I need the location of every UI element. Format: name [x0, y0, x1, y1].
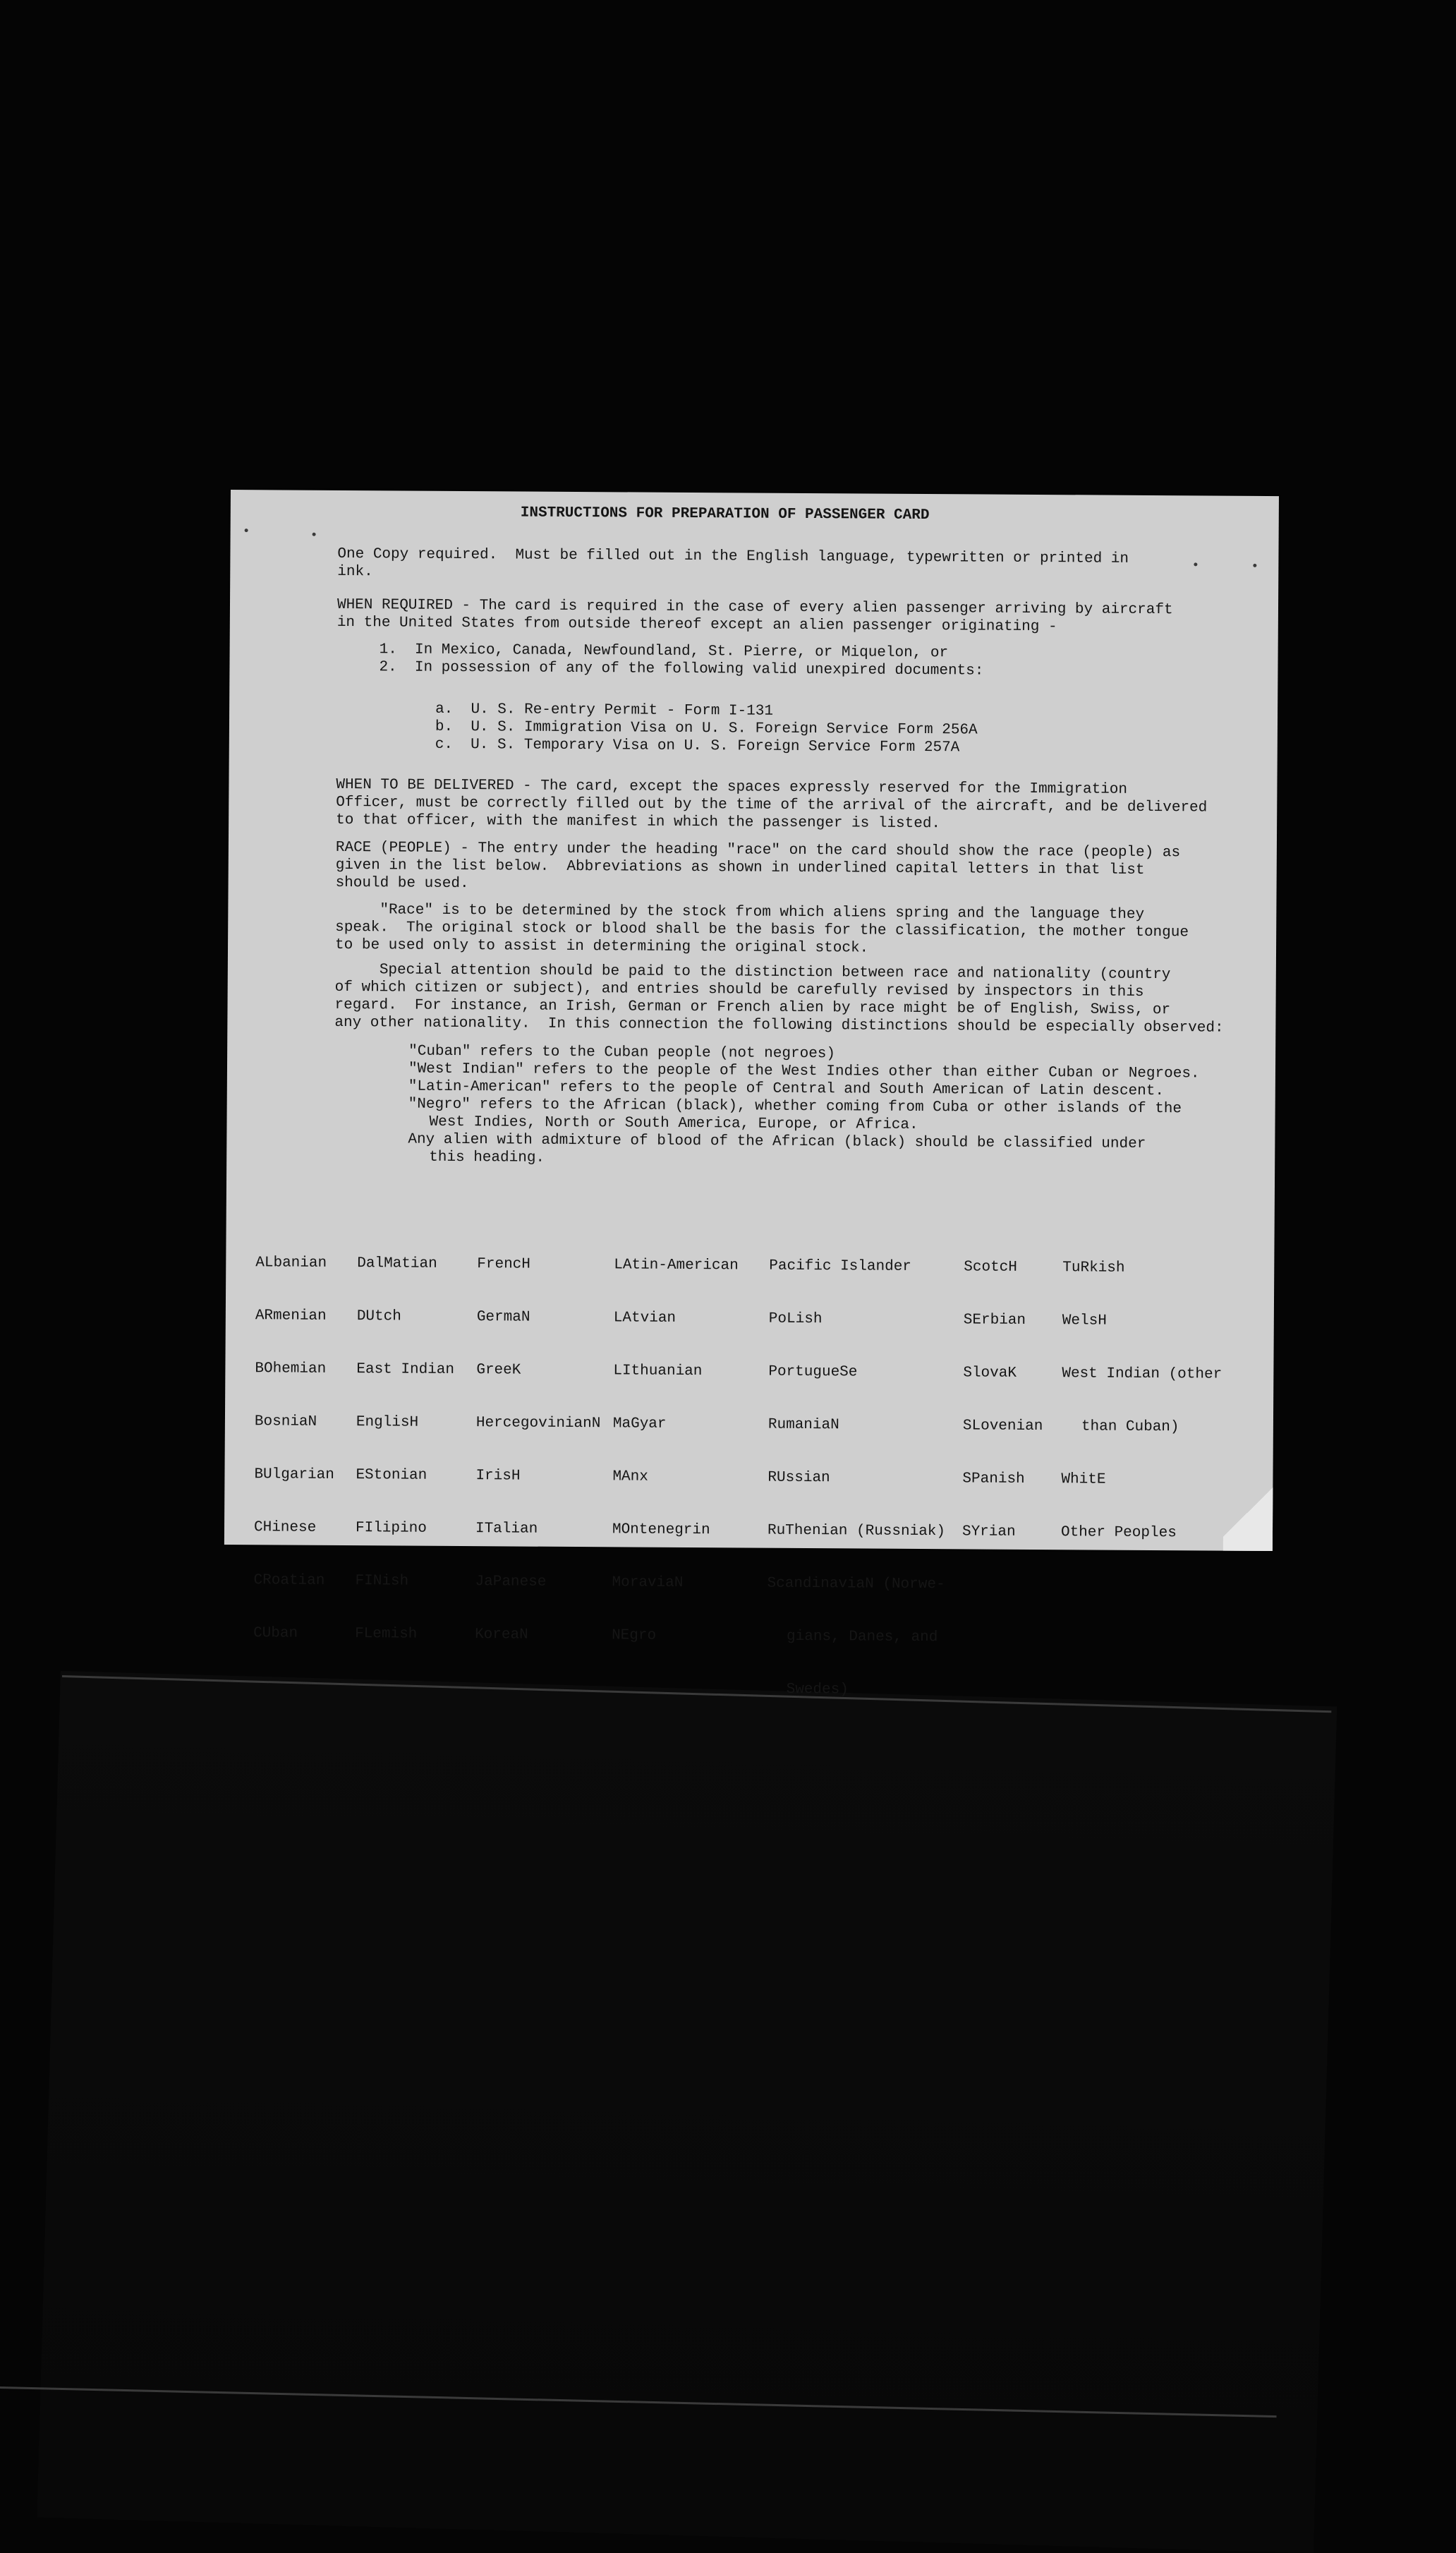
race-entry: ARmenian — [255, 1308, 327, 1324]
race-entry: JaPanese — [475, 1574, 547, 1591]
race-entry: West Indian (other — [1062, 1365, 1223, 1383]
race-entry: BOhemian — [255, 1360, 327, 1377]
race-entry: LAtin-American — [614, 1257, 739, 1274]
race-entry: EStonian — [356, 1467, 427, 1484]
race-people-paragraph: RACE (PEOPLE) - The entry under the heading "race" on the card should show the race (people) as given in the list below. Abbreviations as shown in underlined capital letters in that list should be used. — [335, 839, 1181, 893]
race-column-1 — [253, 1219, 336, 1678]
race-column-5 — [766, 1222, 947, 1735]
race-definition-paragraph: "Race" is to be determined by the stock from which aliens spring and the language they speak. The original stock or blood shall be the basis for the classification, the mother tongue to be used only to assist in determining the original stock. — [334, 901, 1189, 957]
race-entry: MaGyar — [612, 1416, 667, 1432]
race-entry: East Indian — [356, 1361, 455, 1378]
race-entry: FINish — [355, 1573, 409, 1590]
race-entry: PortugueSe — [768, 1363, 858, 1381]
race-column-7 — [1061, 1224, 1223, 1577]
race-entry: MoraviaN — [612, 1574, 684, 1591]
document-item-b: b. U. S. Immigration Visa on U. S. Foreign Service Form 256A — [435, 718, 978, 739]
race-entry: RuThenian (Russniak) — [767, 1522, 946, 1540]
race-column-4 — [612, 1221, 739, 1680]
west-indian-definition: "West Indian" refers to the people of the West Indies other than either Cuban or Negroes. — [408, 1061, 1200, 1082]
race-entry: DUtch — [356, 1308, 401, 1325]
race-entry: SYrian — [961, 1523, 1016, 1540]
race-entry: RUssian — [768, 1469, 830, 1487]
admixture-definition: Any alien with admixture of blood of the African (black) should be classified under this heading. — [408, 1131, 1146, 1166]
race-entry: LAtvian — [613, 1310, 677, 1327]
race-entry: FrencH — [477, 1256, 530, 1273]
document-title: INSTRUCTIONS FOR PREPARATION OF PASSENGER CARD — [520, 505, 930, 524]
race-entry: FIlipino — [355, 1520, 427, 1537]
race-entry: KoreaN — [475, 1626, 528, 1643]
race-entry: BUlgarian — [254, 1466, 334, 1483]
race-entry: DalMatian — [357, 1255, 437, 1272]
race-entry: HercegovinianN — [475, 1415, 601, 1432]
race-entry: PoLish — [768, 1310, 823, 1328]
race-entry: than Cuban) — [1081, 1418, 1179, 1436]
race-entry: SlovaK — [963, 1365, 1017, 1382]
origin-item-2: 2. In possession of any of the following valid unexpired documents: — [379, 659, 984, 680]
special-attention-paragraph: Special attention should be paid to the distinction between race and nationality (country of which citizen or subject), and entries should be carefully revised by inspectors in this regard. For instance, an Irish, German or French alien by race might be of English, Swiss, or any other nationality. In this connection the following distinctions should be especially observed: — [334, 961, 1224, 1037]
race-list — [253, 1219, 1257, 1698]
race-entry: RumaniaN — [768, 1416, 839, 1434]
race-entry: ScotcH — [964, 1259, 1017, 1276]
race-entry: WelsH — [1062, 1312, 1107, 1329]
race-entry: CUban — [253, 1625, 298, 1642]
race-entry: MOntenegrin — [612, 1521, 710, 1539]
margin-dot — [313, 533, 316, 536]
race-entry: GermaN — [476, 1309, 530, 1326]
document-item-c: c. U. S. Temporary Visa on U. S. Foreign Service Form 257A — [435, 736, 960, 756]
race-entry: gians, Danes, and — [787, 1628, 938, 1646]
race-entry: SErbian — [963, 1312, 1026, 1329]
latin-american-definition: "Latin-American" refers to the people of Central and South American of Latin descent. — [408, 1078, 1165, 1100]
race-entry: TuRkish — [1062, 1260, 1125, 1276]
race-entry: ScandinaviaN (Norwe- — [767, 1575, 945, 1593]
race-entry: SLovenian — [962, 1418, 1043, 1435]
race-column-3 — [475, 1220, 602, 1679]
race-entry: MAnx — [612, 1468, 648, 1485]
race-entry: Swedes) — [786, 1681, 849, 1698]
when-delivered-paragraph: WHEN TO BE DELIVERED - The card, except the spaces expressly reserved for the Immigration Officer, must be correctly filled out by the time of the arrival of the aircraft, and be delivered to that officer, with the manifest in which the passenger is listed. — [336, 776, 1208, 833]
race-entry: EnglisH — [356, 1414, 419, 1431]
race-entry: WhitE — [1061, 1471, 1106, 1488]
race-entry: CRoatian — [253, 1572, 325, 1589]
origin-item-1: 1. In Mexico, Canada, Newfoundland, St. Pierre, or Miquelon, or — [379, 641, 949, 662]
document-item-a: a. U. S. Re-entry Permit - Form I-131 — [435, 701, 774, 720]
race-entry: LIthuanian — [613, 1363, 703, 1380]
margin-dot — [245, 529, 248, 532]
race-entry: ALbanian — [255, 1255, 327, 1272]
race-column-2 — [355, 1219, 456, 1679]
race-entry: GreeK — [476, 1362, 521, 1379]
when-required-paragraph: WHEN REQUIRED - The card is required in the case of every alien passenger arriving by aircraft in the United States from outside thereof except an alien passenger originating - — [336, 596, 1173, 636]
race-entry: CHinese — [253, 1519, 317, 1536]
race-entry: SPanish — [962, 1471, 1025, 1487]
race-entry: FLemish — [355, 1626, 418, 1643]
negro-definition: "Negro" refers to the African (black), whether coming from Cuba or other islands of the West Indies, North or South America, Europe, or Africa. — [408, 1096, 1182, 1133]
race-entry: Pacific Islander — [769, 1257, 912, 1275]
passenger-card-instructions — [224, 490, 1279, 1698]
race-entry: NEgro — [612, 1627, 657, 1644]
race-column-6 — [962, 1223, 1044, 1576]
race-entry: IrisH — [475, 1468, 521, 1485]
lower-dark-sheet — [37, 1671, 1337, 2553]
cuban-definition: "Cuban" refers to the Cuban people (not negroes) — [408, 1043, 836, 1063]
copy-required-paragraph: One Copy required. Must be filled out in the English language, typewritten or printed in ink. — [337, 545, 1129, 581]
torn-corner — [1223, 1473, 1273, 1551]
race-entry: Other Peoples — [1060, 1524, 1177, 1542]
race-entry: ITalian — [475, 1521, 538, 1538]
race-entry: BosniaN — [254, 1413, 317, 1430]
